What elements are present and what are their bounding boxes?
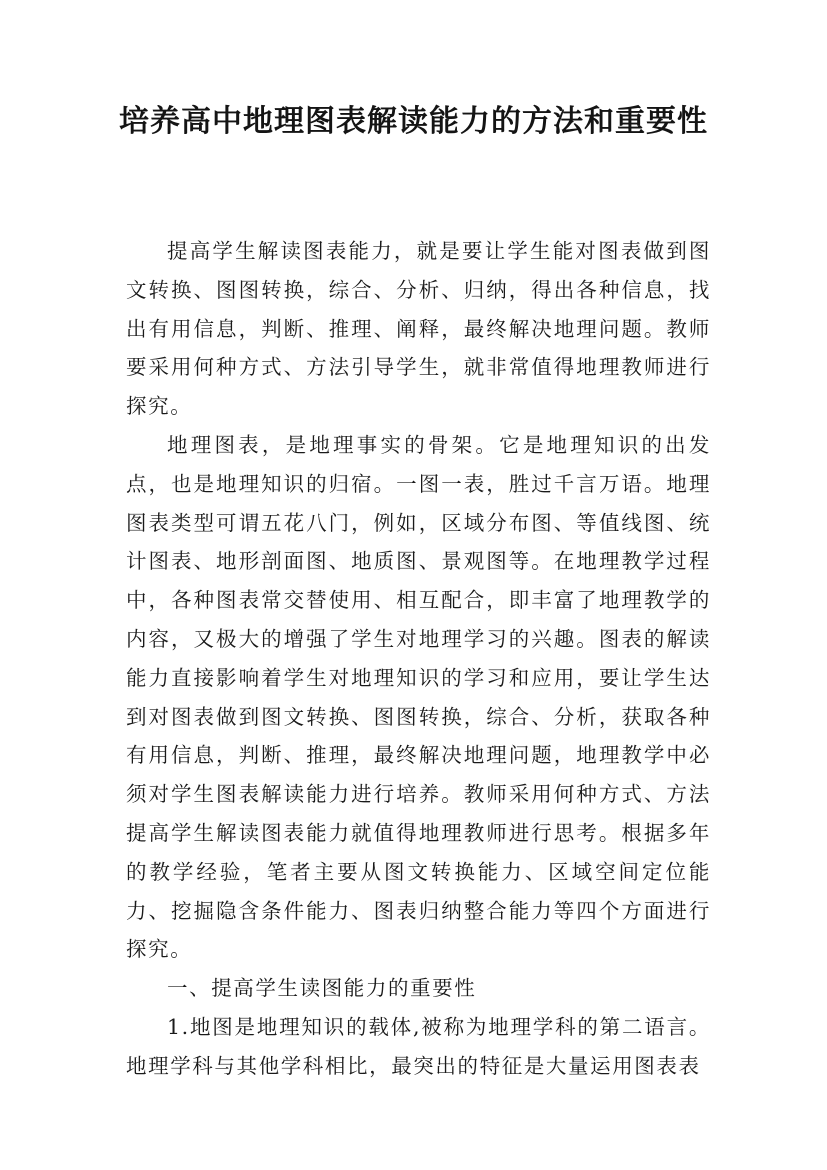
paragraph-point-1: 1.地图是地理知识的载体,被称为地理学科的第二语言。地理学科与其他学科相比，最突出的特征是大量运用图表表 [126,1014,711,1078]
section-heading-importance: 一、提高学生读图能力的重要性 [167,976,477,1001]
document-title: 培养高中地理图表解读能力的方法和重要性 [119,104,708,139]
paragraph-geography-charts: 地理图表，是地理事实的骨架。它是地理知识的出发点，也是地理知识的归宿。一图一表，胜过千言万语。地理图表类型可谓五花八门，例如，区域分布图、等值线图、统计图表、地形剖面图、地质图、景观图等。在地理教学过程中，各种图表常交替使用、相互配合，即丰富了地理教学的内容，又极大的增强了学生对地理学习的兴趣。图表的解读能力直接影响着学生对地理知识的学习和应用，要让学生达到对图表做到图文转换、图图转换，综合、分析，获取各种有用信息，判断、推理，最终解决地理问题，地理教学中必须对学生图表解读能力进行培养。教师采用何种方式、方法提高学生解读图表能力就值得地理教师进行思考。根据多年的教学经验，笔者主要从图文转换能力、区域空间定位能力、挖掘隐含条件能力、图表归纳整合能力等四个方面进行探究。 [126,432,711,962]
paragraph-intro: 提高学生解读图表能力，就是要让学生能对图表做到图文转换、图图转换，综合、分析、归纳，得出各种信息，找出有用信息，判断、推理、阐释，最终解决地理问题。教师要采用何种方式、方法引导学生，就非常值得地理教师进行探究。 [126,239,711,419]
document-body [126,232,711,1086]
